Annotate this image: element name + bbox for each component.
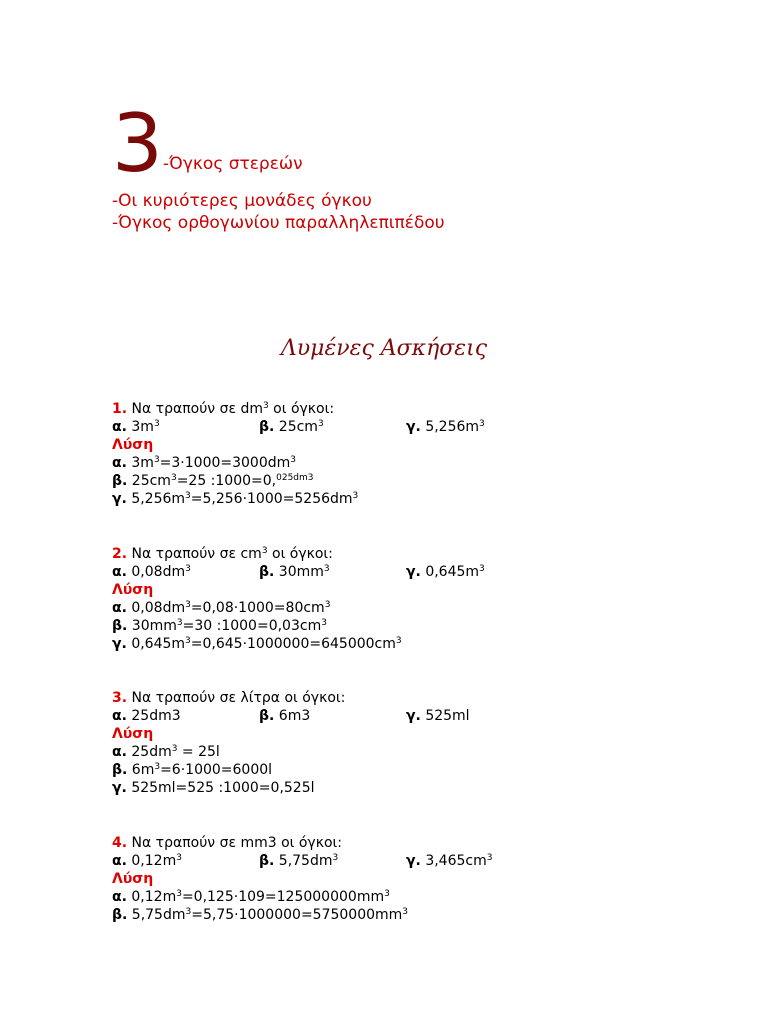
- item-c: γ. 525ml: [406, 708, 470, 724]
- chapter-title: -Όγκος στερεών: [162, 154, 303, 174]
- solution-line: α. $25dm^3 = 25l$: [112, 744, 220, 760]
- solution-line: β. $6m^3=6\cdot 1000=6000l$: [112, 762, 273, 778]
- solution-line: β. $25cm^3=25$ :1000=0,$^{025dm3}$: [112, 473, 314, 489]
- chapter-header: [112, 97, 303, 190]
- solution-line: α. $0,12m^3=0,125\cdot 109=125000000mm^3$: [112, 889, 390, 905]
- subtopic-item: -Όγκος ορθογωνίου παραλληλεπιπέδου: [112, 213, 445, 233]
- chapter-number: 3: [112, 97, 163, 190]
- section-title: Λυμένες Ασκήσεις: [280, 336, 488, 361]
- exercise-2: [112, 545, 672, 653]
- solution-line: α. $3m^3=3\cdot 1000=3000dm^3$: [112, 455, 297, 471]
- solution-label: Λύση: [112, 726, 154, 742]
- item-c: γ. $0,645m^3$: [406, 564, 485, 580]
- exercise-items: [112, 852, 672, 870]
- solution-line: γ. $5,256m^3=5,256\cdot 1000=5256dm^3$: [112, 491, 359, 507]
- subtopic-item: -Οι κυριότερες μονάδες όγκου: [112, 191, 372, 211]
- exercise-3: [112, 689, 672, 797]
- exercise-1: [112, 400, 672, 508]
- item-b: β. 6m3: [259, 708, 311, 724]
- solution-line: α. $0,08dm^3=0,08\cdot 1000=80cm^3$: [112, 600, 331, 616]
- item-a: α. $3m^3$: [112, 419, 160, 435]
- solution-line: γ. 525ml=525 :1000=0,525l: [112, 780, 315, 796]
- exercise-prompt: 4. Να τραπούν σε mm3 οι όγκοι:: [112, 835, 342, 851]
- solution-line: β. $5,75dm^3=5,75\cdot 1000000=5750000mm^3$: [112, 907, 409, 923]
- exercise-number: 2.: [112, 546, 128, 562]
- solution-label: Λύση: [112, 582, 154, 598]
- solution-line: β. $30mm^3=30$ $:1000=0,03cm^3$: [112, 618, 327, 634]
- exercise-items: [112, 707, 672, 725]
- exercise-prompt: 1. Να τραπούν σε $dm^3$ οι όγκοι:: [112, 401, 335, 417]
- subtopic-list: [112, 190, 445, 234]
- solution-label: Λύση: [112, 437, 154, 453]
- exercise-number: 4.: [112, 835, 128, 851]
- item-a: α. 25dm3: [112, 708, 181, 724]
- item-a: α. $0,08dm^3$: [112, 564, 191, 580]
- exercise-number: 1.: [112, 401, 128, 417]
- item-b: β. $5,75dm^3$: [259, 853, 339, 869]
- item-b: β. $25cm^3$: [259, 419, 324, 435]
- item-b: β. $30mm^3$: [259, 564, 330, 580]
- exercise-number: 3.: [112, 690, 128, 706]
- exercise-items: [112, 418, 672, 436]
- solution-line: γ. $0,645m^3=0,645\cdot 1000000=645000cm^3$: [112, 636, 402, 652]
- item-a: α. $0,12m^3$: [112, 853, 182, 869]
- exercise-items: [112, 563, 672, 581]
- solution-label: Λύση: [112, 871, 154, 887]
- item-c: γ. $3,465cm^3$: [406, 853, 493, 869]
- exercise-prompt: 3. Να τραπούν σε λίτρα οι όγκοι:: [112, 690, 346, 706]
- exercise-prompt: 2. Να τραπούν σε $cm^3$ οι όγκοι:: [112, 546, 333, 562]
- exercise-4: [112, 834, 672, 924]
- item-c: γ. $5,256m^3$: [406, 419, 485, 435]
